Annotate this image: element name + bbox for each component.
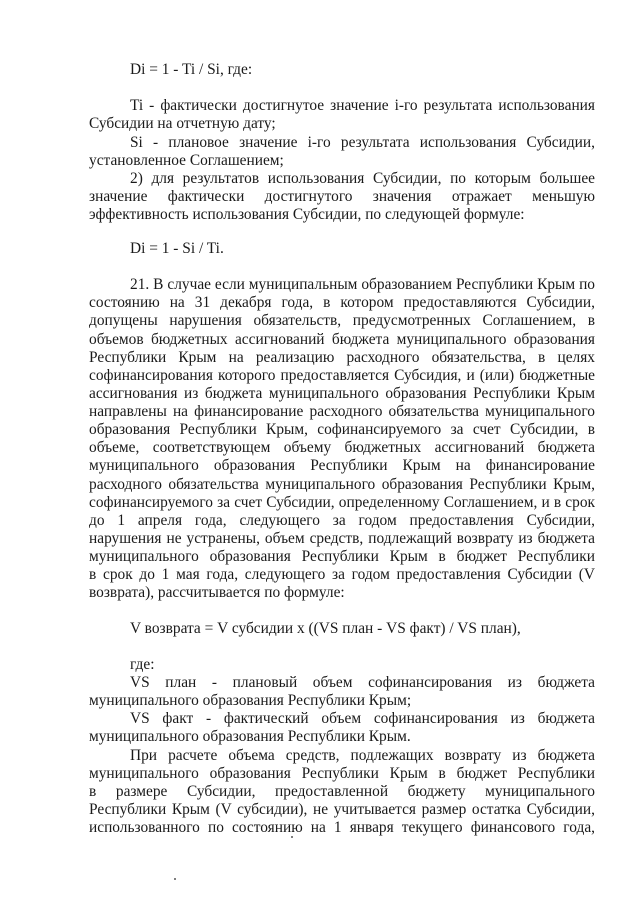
formula-di-2: Di = 1 - Si / Ti. xyxy=(130,240,224,257)
text-line: муниципального образования Республики Крым в бюджет Республики xyxy=(89,765,595,782)
text-line: состоянию на 31 декабря года, в котором предоставляются Субсидии, xyxy=(89,294,595,311)
text-line: направлены на финансирование расходного обязательства муниципального xyxy=(89,403,595,420)
text-line: муниципального образования Республики Крым в бюджет Республики xyxy=(89,548,595,565)
text-line: муниципального образования Республики Крым; xyxy=(89,692,412,709)
text-line: в размере Субсидии, предоставленной бюджету муниципального xyxy=(89,783,595,800)
text-line: Si - плановое значение i-го результата использования Субсидии, xyxy=(130,134,595,151)
text-line: объеме, соответствующем объему бюджетных ассигнований бюджета xyxy=(89,439,595,456)
text-line: объемов бюджетных ассигнований бюджета муниципального образования xyxy=(89,331,595,348)
formula-di-1: Di = 1 - Ti / Si, где: xyxy=(130,61,253,78)
text-line: образования Республики Крым, софинансируемого за счет Субсидии, в xyxy=(89,421,595,438)
text-line: муниципального образования Республики Крым. xyxy=(89,728,411,745)
text-line: Республики Крым на реализацию расходного обязательства, в целях xyxy=(89,349,595,366)
where-label: где: xyxy=(130,656,155,673)
text-line: муниципального образования Республики Крым на финансирование xyxy=(89,457,595,474)
text-line: использованного по состоянию на 1 января текущего финансового года, xyxy=(89,819,595,836)
text-line: Республики Крым (V субсидии), не учитывается размер остатка Субсидии, xyxy=(89,801,595,818)
formula-v-return: V возврата = V субсидии x ((VS план - VS факт) / VS план), xyxy=(130,620,521,637)
paragraph-21-start: 21. В случае если муниципальным образованием Республики Крым по xyxy=(130,276,595,293)
scan-speck xyxy=(291,836,293,838)
scan-speck xyxy=(174,878,176,880)
text-line: VS факт - фактический объем софинансирования из бюджета xyxy=(130,710,595,727)
text-line: расходного обязательства муниципального образования Республики Крым, xyxy=(89,476,595,493)
text-line: возврата), рассчитывается по формуле: xyxy=(89,584,345,601)
text-line: нарушения не устранены, объем средств, подлежащий возврату из бюджета xyxy=(89,530,595,547)
text-line: значение фактически достигнутого значения отражает меньшую xyxy=(89,188,595,205)
text-line: Субсидии на отчетную дату; xyxy=(89,115,276,132)
text-line: допущены нарушения обязательств, предусмотренных Соглашением, в xyxy=(89,312,595,329)
text-line: Ti - фактически достигнутое значение i-го результата использования xyxy=(130,97,595,114)
text-line: При расчете объема средств, подлежащих возврату из бюджета xyxy=(130,747,595,764)
text-line: 2) для результатов использования Субсидии, по которым большее xyxy=(130,170,595,187)
text-line: в срок до 1 мая года, следующего за годом предоставления Субсидии (V xyxy=(89,566,595,583)
text-line: эффективность использования Субсидии, по следующей формуле: xyxy=(89,206,525,223)
text-line: до 1 апреля года, следующего за годом предоставления Субсидии, xyxy=(89,512,595,529)
text-line: установленное Соглашением; xyxy=(89,152,284,169)
text-line: софинансирования которого предоставляется Субсидия, и (или) бюджетные xyxy=(89,367,595,384)
text-line: VS план - плановый объем софинансирования из бюджета xyxy=(130,674,595,691)
text-line: софинансируемого за счет Субсидии, определенному Соглашением, и в срок xyxy=(89,494,595,511)
text-line: ассигнования из бюджета муниципального образования Республики Крым xyxy=(89,385,595,402)
